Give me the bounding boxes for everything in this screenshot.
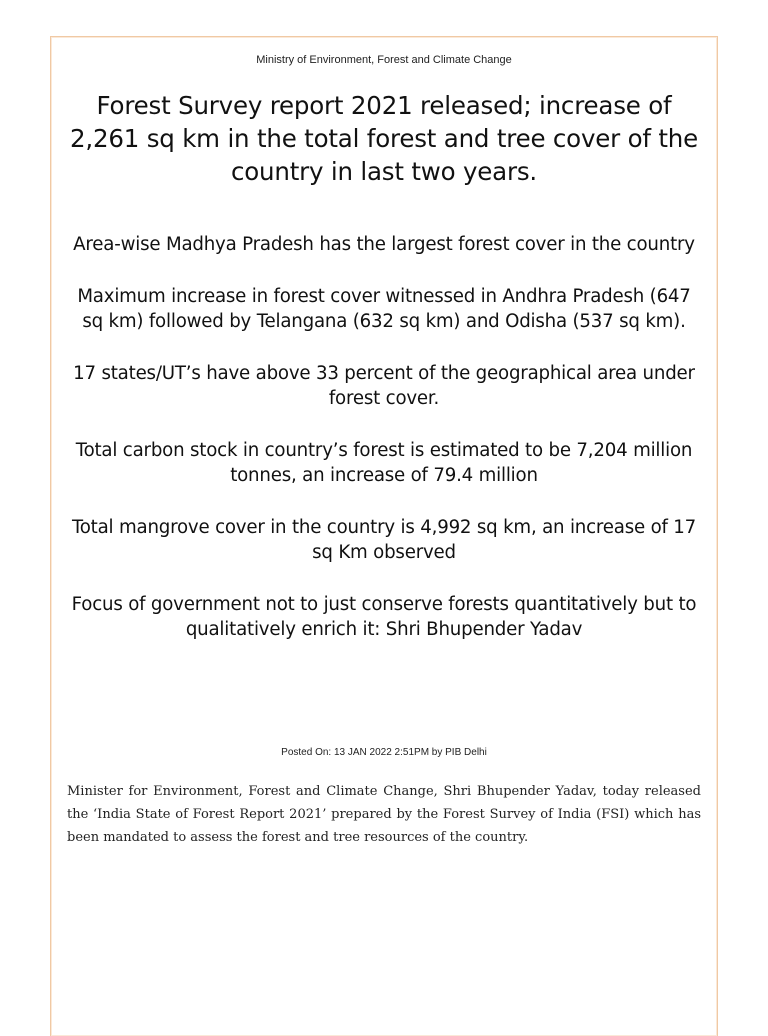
subheading: 17 states/UT’s have above 33 percent of the geographical area under forest cover.	[73, 362, 695, 409]
subheading: Focus of government not to just conserve forests quantitatively but to qualitatively enrich it: Shri Bhupender Yadav	[71, 593, 697, 640]
document-page	[50, 36, 718, 1036]
page-title: Forest Survey report 2021 released; increase of 2,261 sq km in the total forest and tree cover of the country in last two years.	[69, 91, 699, 186]
posted-date: Posted On: 13 JAN 2022 2:51PM by PIB Delhi	[281, 747, 487, 758]
ministry-name: Ministry of Environment, Forest and Climate Change	[256, 54, 512, 66]
subheading: Area-wise Madhya Pradesh has the largest forest cover in the country	[73, 234, 695, 255]
subheadings	[65, 232, 703, 669]
subheading: Total mangrove cover in the country is 4,992 sq km, an increase of 17 sq Km observed	[71, 516, 697, 563]
subheading: Total carbon stock in country’s forest is estimated to be 7,204 million tonnes, an increase of 79.4 million	[75, 439, 693, 486]
subheading: Maximum increase in forest cover witnessed in Andhra Pradesh (647 sq km) followed by Telangana (632 sq km) and Odisha (537 sq km).	[77, 285, 691, 332]
body-paragraph: Minister for Environment, Forest and Climate Change, Shri Bhupender Yadav, today released the ‘India State of Forest Report 2021’ prepared by the Forest Survey of India (FSI) which has been mandated to assess the forest and tree resources of the country.	[67, 784, 701, 845]
